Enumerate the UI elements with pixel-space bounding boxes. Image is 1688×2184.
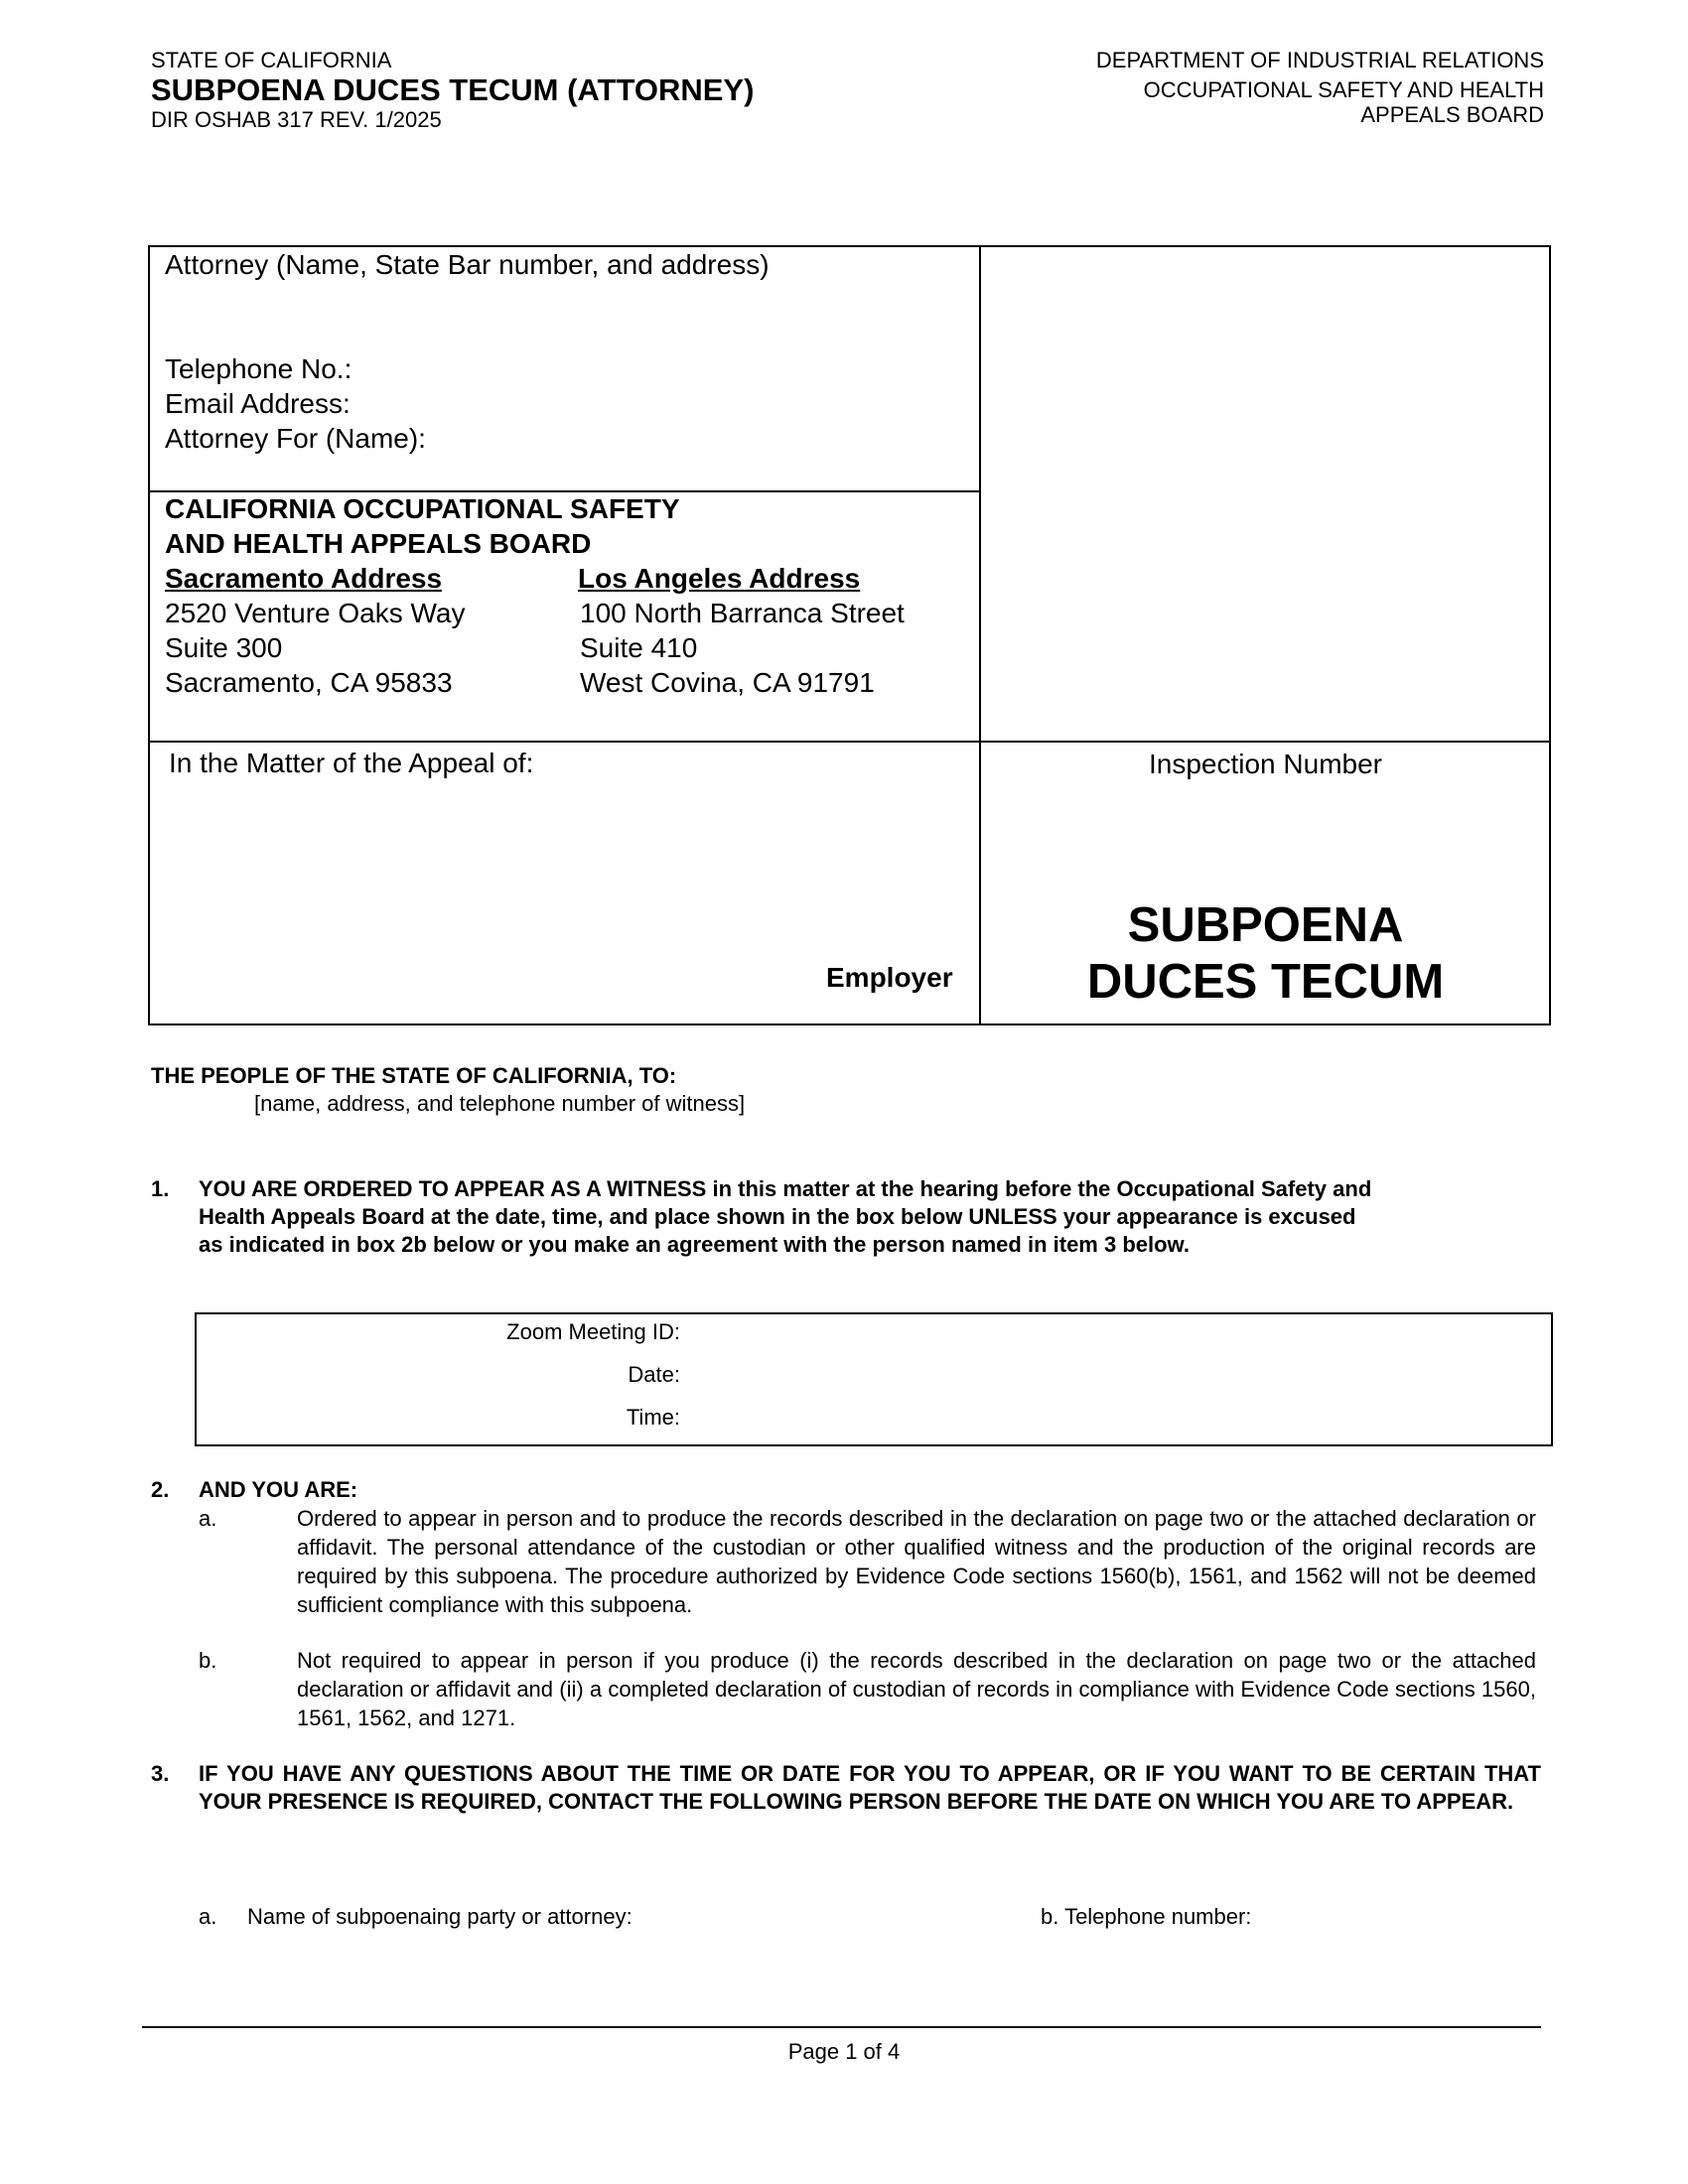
employer-label: Employer — [826, 962, 953, 993]
hearing-date-label: Date: — [628, 1362, 680, 1387]
item-1-line-1: YOU ARE ORDERED TO APPEAR AS A WITNESS in this matter at the hearing before the Occupational Safety and — [199, 1176, 1372, 1201]
sacramento-line-2: Suite 300 — [165, 632, 283, 663]
matter-label: In the Matter of the Appeal of: — [169, 748, 534, 778]
doc-title-line-1: SUBPOENA — [1127, 898, 1404, 952]
item-2a-letter: a. — [199, 1506, 217, 1531]
item-2a-text: Ordered to appear in person and to produce the records described in the declaration on page two or the attached declaration or affidavit. The personal attendance of the custodian or other qualified witness and the production of the original records are required by this subpoena. The procedure authorized by Evidence Code sections 1560(b), 1561, and 1562 will not be deemed sufficient compliance with this subpoena. — [297, 1506, 1536, 1617]
people-heading: THE PEOPLE OF THE STATE OF CALIFORNIA, TO: — [151, 1063, 677, 1088]
item-1-line-2: Health Appeals Board at the date, time, and place shown in the box below UNLESS your appearance is excused — [199, 1204, 1356, 1229]
sacramento-line-3: Sacramento, CA 95833 — [165, 667, 453, 698]
item-2b-text: Not required to appear in person if you produce (i) the records described in the declaration on page two or the attached declaration or affidavit and (ii) a completed declaration of custodian of records in compliance with Evidence Code sections 1560, 1561, 1562, and 1271. — [297, 1648, 1536, 1730]
item-3-number: 3. — [151, 1761, 170, 1786]
attorney-label: Attorney (Name, State Bar number, and address) — [165, 249, 770, 280]
inspection-number-label: Inspection Number — [1148, 749, 1382, 779]
sacramento-heading: Sacramento Address — [165, 563, 443, 594]
item-1-line-3: as indicated in box 2b below or you make an agreement with the person named in item 3 below. — [199, 1232, 1190, 1257]
telephone-number-label: b. Telephone number: — [1041, 1904, 1252, 1929]
los-angeles-heading: Los Angeles Address — [578, 563, 861, 594]
los-angeles-line-1: 100 North Barranca Street — [580, 598, 905, 628]
item-3a-letter: a. — [199, 1904, 217, 1929]
attorney-for-label: Attorney For (Name): — [165, 423, 426, 454]
form-id: DIR OSHAB 317 REV. 1/2025 — [151, 107, 442, 132]
sacramento-line-1: 2520 Venture Oaks Way — [165, 598, 466, 628]
state-label: STATE OF CALIFORNIA — [151, 48, 392, 72]
board-box-bottom — [148, 741, 1551, 743]
telephone-label: Telephone No.: — [165, 353, 352, 384]
los-angeles-line-2: Suite 410 — [580, 632, 698, 663]
los-angeles-line-3: West Covina, CA 91791 — [580, 667, 875, 698]
dept-line-2: OCCUPATIONAL SAFETY AND HEALTH — [1143, 77, 1544, 102]
dept-line-3: APPEALS BOARD — [1360, 102, 1544, 127]
item-2-heading: AND YOU ARE: — [199, 1477, 358, 1502]
item-1-number: 1. — [151, 1176, 170, 1201]
hearing-time-label: Time: — [626, 1405, 680, 1430]
zoom-meeting-label: Zoom Meeting ID: — [506, 1319, 680, 1344]
board-name-line-2: AND HEALTH APPEALS BOARD — [165, 528, 592, 559]
item-2-number: 2. — [151, 1477, 170, 1502]
form-title: SUBPOENA DUCES TECUM (ATTORNEY) — [151, 72, 755, 107]
item-2b-letter: b. — [199, 1648, 217, 1673]
dept-line-1: DEPARTMENT OF INDUSTRIAL RELATIONS — [1095, 48, 1544, 72]
footer-rule — [142, 2026, 1541, 2028]
subpoenaing-party-label: Name of subpoenaing party or attorney: — [247, 1904, 633, 1929]
board-name-line-1: CALIFORNIA OCCUPATIONAL SAFETY — [165, 493, 680, 524]
item-3-text: IF YOU HAVE ANY QUESTIONS ABOUT THE TIME OR DATE FOR YOU TO APPEAR, OR IF YOU WANT TO BE CERTAIN THAT YOUR PRESENCE IS REQUIRED, CONTACT THE FOLLOWING PERSON BEFORE THE DATE ON WHICH YOU ARE TO APPEAR. — [199, 1761, 1541, 1814]
email-label: Email Address: — [165, 388, 351, 419]
doc-title-line-2: DUCES TECUM — [1086, 955, 1445, 1009]
people-subtext: [name, address, and telephone number of witness] — [254, 1091, 746, 1116]
page-number: Page 1 of 4 — [787, 2039, 901, 2064]
